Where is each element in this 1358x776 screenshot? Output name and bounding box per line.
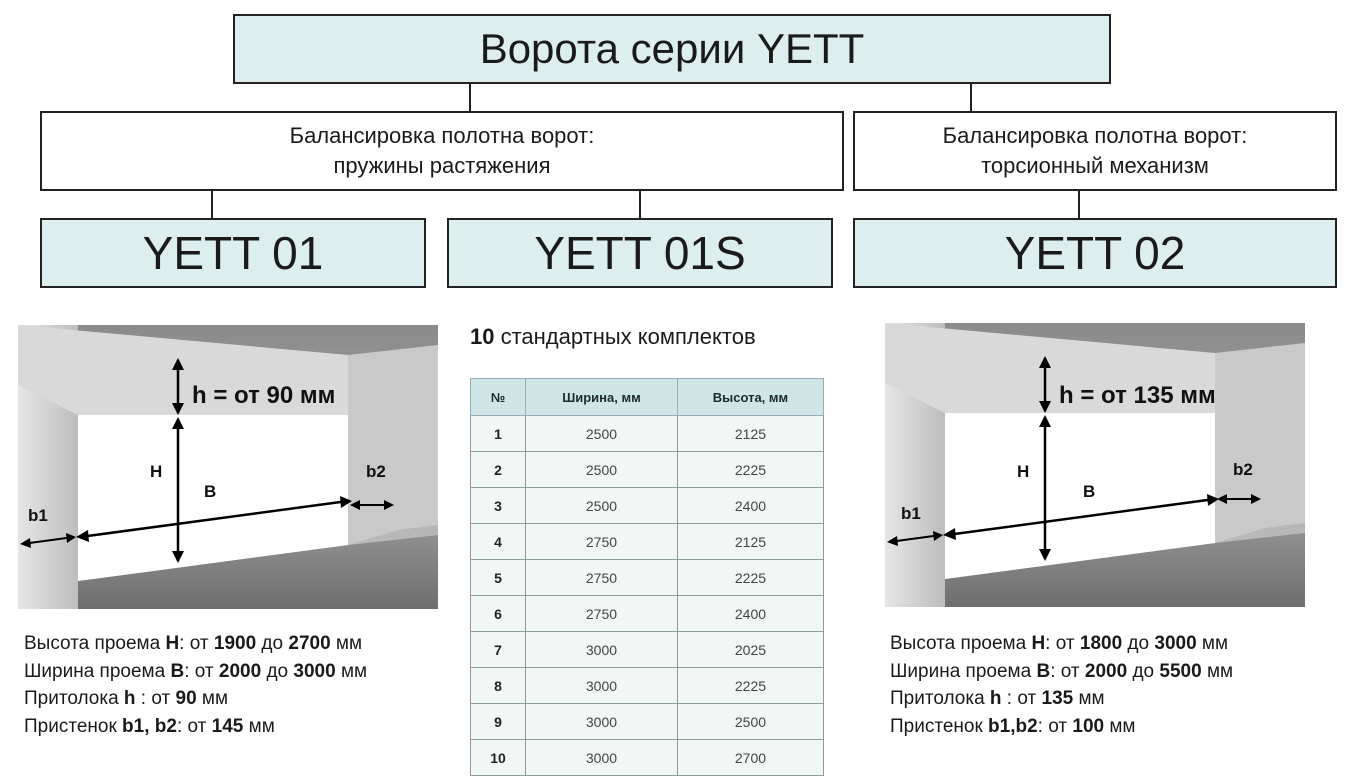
spec-value: 3000 bbox=[1154, 633, 1197, 654]
spec-text: до bbox=[1122, 633, 1155, 654]
cell-width: 2750 bbox=[526, 524, 678, 560]
cell-height: 2400 bbox=[677, 596, 823, 632]
cell-width: 3000 bbox=[526, 668, 678, 704]
connector-title-right bbox=[970, 82, 972, 112]
spec-value: 1900 bbox=[213, 633, 257, 654]
branch-torsion-line1: Балансировка полотна ворот: bbox=[942, 123, 1248, 148]
branch-springs bbox=[40, 111, 844, 191]
B-label: B bbox=[204, 482, 217, 501]
cell-number: 4 bbox=[471, 524, 526, 560]
spec-side-room bbox=[24, 713, 464, 741]
spec-text: : от bbox=[179, 633, 214, 654]
spec-value: 90 bbox=[175, 688, 197, 709]
connector-branch2-yett02 bbox=[1078, 189, 1080, 219]
spec-value: 2700 bbox=[288, 633, 331, 654]
spec-text: Ширина проема bbox=[24, 660, 171, 682]
spec-symbol: B bbox=[170, 660, 185, 682]
spec-value: 5500 bbox=[1159, 660, 1202, 682]
spec-text: до bbox=[256, 633, 289, 654]
H-label: H bbox=[150, 462, 163, 481]
spec-lintel bbox=[890, 685, 1330, 713]
cell-width: 2500 bbox=[526, 488, 678, 524]
kits-text: стандартных комплектов bbox=[494, 324, 756, 349]
spec-unit: мм bbox=[196, 688, 229, 709]
table-header-row bbox=[471, 379, 824, 416]
spec-symbol: B bbox=[1036, 660, 1051, 682]
spec-value: 2000 bbox=[218, 660, 262, 682]
spec-text: Притолока bbox=[890, 688, 990, 709]
spec-value: 100 bbox=[1072, 715, 1105, 737]
spec-text: : от bbox=[184, 660, 219, 682]
cell-width: 2750 bbox=[526, 560, 678, 596]
branch-torsion bbox=[853, 111, 1337, 191]
spec-text: : от bbox=[1037, 715, 1073, 737]
cell-number: 3 bbox=[471, 488, 526, 524]
spec-unit: мм bbox=[243, 715, 275, 737]
cell-height: 2125 bbox=[677, 524, 823, 560]
H-label: H bbox=[1017, 462, 1030, 481]
branch-springs-line2: пружины растяжения bbox=[333, 153, 551, 178]
table-row bbox=[471, 560, 824, 596]
connector-branch1-yett01s bbox=[639, 189, 641, 219]
spec-text: : от bbox=[1050, 660, 1085, 682]
table-row bbox=[471, 632, 824, 668]
cell-width: 2500 bbox=[526, 416, 678, 452]
kits-count: 10 bbox=[470, 324, 495, 349]
spec-symbol: H bbox=[165, 633, 180, 654]
opening-figure-yett02 bbox=[885, 323, 1305, 607]
h-label: h = от 135 мм bbox=[1059, 382, 1216, 409]
spec-text: : от bbox=[1001, 688, 1042, 709]
cell-height: 2225 bbox=[677, 560, 823, 596]
col-header-height: Высота, мм bbox=[677, 379, 823, 416]
standard-sizes-table bbox=[470, 378, 824, 776]
cell-width: 2750 bbox=[526, 596, 678, 632]
cell-number: 10 bbox=[471, 740, 526, 776]
model-yett01-label: YETT 01 bbox=[142, 227, 324, 279]
spec-symbol: h bbox=[123, 688, 136, 709]
spec-value: 145 bbox=[211, 715, 244, 737]
cell-height: 2500 bbox=[677, 704, 823, 740]
b2-label: b2 bbox=[1233, 460, 1253, 479]
spec-opening-height bbox=[890, 630, 1330, 658]
b2-label: b2 bbox=[366, 462, 386, 481]
branch-springs-line1: Балансировка полотна ворот: bbox=[289, 123, 595, 148]
cell-height: 2700 bbox=[677, 740, 823, 776]
cell-height: 2025 bbox=[677, 632, 823, 668]
model-yett01s-label: YETT 01S bbox=[534, 227, 746, 279]
connector-title-left bbox=[469, 82, 471, 112]
cell-width: 3000 bbox=[526, 632, 678, 668]
connector-branch1-yett01 bbox=[211, 189, 213, 219]
cell-number: 6 bbox=[471, 596, 526, 632]
cell-number: 8 bbox=[471, 668, 526, 704]
table-row bbox=[471, 704, 824, 740]
spec-unit: мм bbox=[1104, 715, 1136, 737]
spec-lintel bbox=[24, 685, 464, 713]
spec-unit: мм bbox=[1196, 633, 1229, 654]
spec-text: Пристенок bbox=[890, 715, 989, 737]
standard-sizes-table-wrap bbox=[470, 378, 824, 766]
table-row bbox=[471, 452, 824, 488]
spec-value: 135 bbox=[1041, 688, 1074, 709]
spec-unit: мм bbox=[330, 633, 363, 654]
cell-number: 1 bbox=[471, 416, 526, 452]
spec-text: Высота проема bbox=[890, 633, 1032, 654]
table-row bbox=[471, 668, 824, 704]
spec-text: до bbox=[1127, 660, 1160, 682]
spec-opening-width bbox=[890, 658, 1330, 686]
right-pier-wall bbox=[348, 345, 438, 545]
model-yett02 bbox=[853, 218, 1337, 288]
spec-symbol: H bbox=[1031, 633, 1046, 654]
table-row bbox=[471, 416, 824, 452]
spec-opening-width bbox=[24, 658, 464, 686]
spec-symbol: b1, b2 bbox=[122, 715, 177, 737]
cell-height: 2400 bbox=[677, 488, 823, 524]
branch-torsion-line2: торсионный механизм bbox=[981, 153, 1209, 178]
spec-side-room bbox=[890, 713, 1330, 741]
cell-height: 2225 bbox=[677, 452, 823, 488]
b1-label: b1 bbox=[28, 506, 48, 525]
kits-heading bbox=[470, 324, 830, 354]
spec-value: 2000 bbox=[1084, 660, 1128, 682]
spec-text: Ширина проема bbox=[890, 660, 1037, 682]
right-pier-wall bbox=[1215, 343, 1305, 543]
col-header-number: № bbox=[471, 379, 526, 416]
model-yett01s bbox=[447, 218, 833, 288]
spec-text: Высота проема bbox=[24, 633, 166, 654]
spec-opening-height bbox=[24, 630, 464, 658]
cell-width: 2500 bbox=[526, 452, 678, 488]
spec-text: до bbox=[261, 660, 294, 682]
spec-unit: мм bbox=[1201, 660, 1234, 682]
spec-text: Притолока bbox=[24, 688, 124, 709]
spec-symbol: h bbox=[989, 688, 1002, 709]
table-row bbox=[471, 740, 824, 776]
spec-value: 3000 bbox=[293, 660, 336, 682]
table-row bbox=[471, 524, 824, 560]
b1-label: b1 bbox=[901, 504, 921, 523]
cell-height: 2125 bbox=[677, 416, 823, 452]
cell-width: 3000 bbox=[526, 740, 678, 776]
cell-width: 3000 bbox=[526, 704, 678, 740]
opening-figure-yett01 bbox=[18, 325, 438, 609]
spec-unit: мм bbox=[1073, 688, 1105, 709]
page-title bbox=[233, 14, 1111, 84]
B-label: B bbox=[1083, 482, 1096, 501]
spec-symbol: b1,b2 bbox=[988, 715, 1038, 737]
spec-text: : от bbox=[135, 688, 176, 709]
cell-number: 7 bbox=[471, 632, 526, 668]
table-row bbox=[471, 596, 824, 632]
cell-number: 9 bbox=[471, 704, 526, 740]
model-yett01 bbox=[40, 218, 426, 288]
yett02-specs bbox=[890, 630, 1330, 742]
spec-text: : от bbox=[1045, 633, 1080, 654]
model-yett02-label: YETT 02 bbox=[1004, 227, 1186, 279]
cell-number: 5 bbox=[471, 560, 526, 596]
yett01-specs bbox=[24, 630, 464, 742]
spec-value: 1800 bbox=[1079, 633, 1123, 654]
h-label: h = от 90 мм bbox=[192, 382, 336, 409]
cell-height: 2225 bbox=[677, 668, 823, 704]
spec-text: Пристенок bbox=[24, 715, 123, 737]
spec-unit: мм bbox=[335, 660, 368, 682]
col-header-width: Ширина, мм bbox=[526, 379, 678, 416]
table-row bbox=[471, 488, 824, 524]
spec-text: : от bbox=[176, 715, 212, 737]
cell-number: 2 bbox=[471, 452, 526, 488]
page-title-text: Ворота серии YETT bbox=[479, 25, 865, 72]
